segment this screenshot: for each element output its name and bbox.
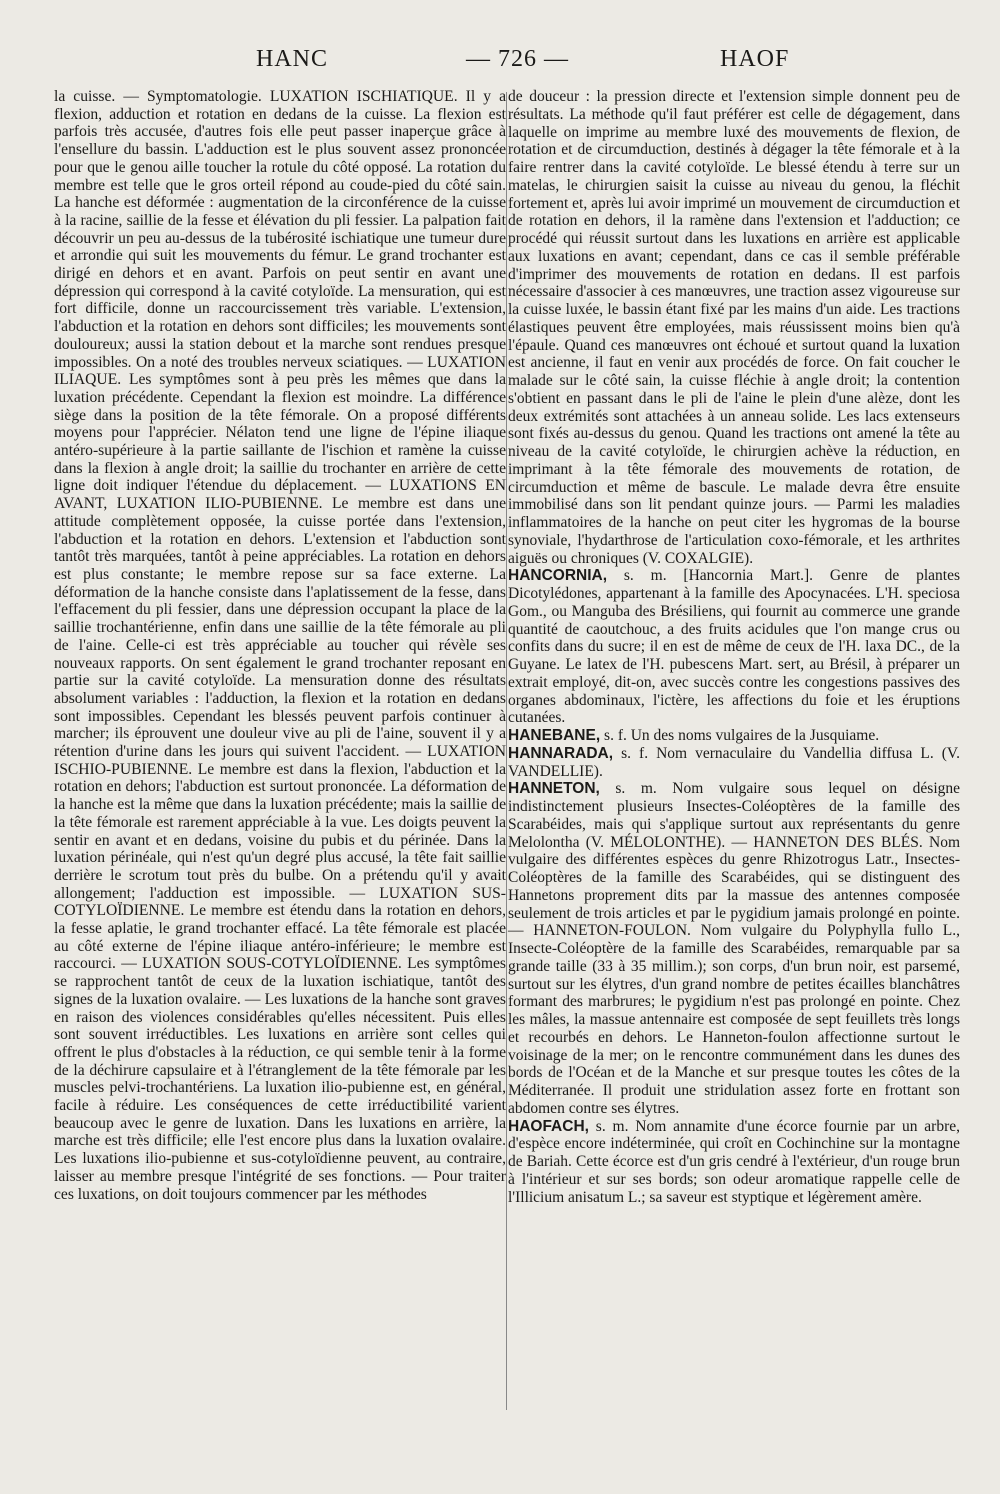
left-column-text: la cuisse. — Symptomatologie. LUXATION ISCHIATIQUE. Il y a flexion, adduction et rotation en dedans de la cuisse. La flexion est parfois très accusée, d'autres fois elle peut passer inaperçue grâce à l'ensellure du bassin. L'adduction est le plus souvent assez prononcée pour que le genou aille toucher la rotule du côté opposé. La rotation du membre est telle que le gros orteil répond au coude-pied du côté sain. La hanche est déformée : augmentation de la circonférence de la cuisse à la racine, saillie de la fesse et élévation du pli fessier. La palpation fait découvrir un peu au-dessus de la tubérosité ischiatique une tumeur dure et arrondie qui suit les mouvements du fémur. Le grand trochanter est dirigé en dehors et en avant. Parfois on peut sentir en avant une dépression qui correspond à la cavité cotyloïde. La mensuration, qui est fort difficile, donne un raccourcissement très variable. L'extension, l'abduction et la rotation en dehors sont difficiles; les mouvements sont douloureux; aussi la station debout et la marche sont rendues presque impossibles. On a noté des troubles nerveux sciatiques. — LUXATION ILIAQUE. Les symptômes sont à peu près les mêmes que dans la luxation précédente. Cependant la flexion est moindre. La différence siège dans la position de la tête fémorale. On a proposé différents moyens pour l'apprécier. Nélaton tend une ligne de l'épine iliaque antéro-supérieure à la partie saillante de l'ischion et ramène la cuisse dans la flexion à angle droit; la saillie du trochanter en arrière de cette ligne doit indiquer l'étendue du déplacement. — LUXATIONS EN AVANT, LUXATION ILIO-PUBIENNE. Le membre est dans une attitude complètement opposée, la cuisse portée dans l'extension, l'abduction et la rotation en dehors. L'extension et l'abduction sont tantôt très marquées, tantôt à peine appréciables. La rotation en dehors est plus constante; le membre repose sur sa face externe. La déformation de la hanche consiste dans l'aplatissement de la fesse, dans l'effacement du pli fessier, dans une dépression occupant la place de la saillie trochantérienne, enfin dans une saillie de la tête fémorale au pli de l'aine. Celle-ci est très appréciable au toucher qui révèle ses nouveaux rapports. On sent également le grand trochanter reposant en partie sur la cavité cotyloïde. La mensuration donne des résultats absolument variables : l'adduction, la flexion et la rotation en dedans sont impossibles. Cependant les blessés peuvent parfois continuer à marcher; ils éprouvent une douleur vive au pli de l'aine, souvent il y a rétention d'urine dans les jours qui suivent l'accident. — LUXATION ISCHIO-PUBIENNE. Le membre est dans la flexion, l'abduction et la rotation en dehors; l'abduction est surtout prononcée. La déformation de la hanche est la même que dans la luxation précédente; mais la saillie de la tête fémorale est rarement appréciable à la vue. Les doigts peuvent la sentir en avant et en dedans, voisine du pubis et du périnée. Dans la luxation périnéale, qui n'est qu'un degré plus accusé, la tête fait saillie derrière le scrotum tout près du bulbe. On a prétendu qu'il y avait allongement; l'adduction est impossible. — LUXATION SUS-COTYLOÏDIENNE. Le membre est étendu dans la rotation en dehors, la fesse aplatie, le grand trochanter effacé. La tête fémorale est placée au côté externe de l'épine iliaque antéro-inférieure; le membre est raccourci. — LUXATION SOUS-COTYLOÏDIENNE. Les symptômes se rapprochent tantôt de ceux de la luxation ischiatique, tantôt des signes de la luxation ovalaire. — Les luxations de la hanche sont graves en raison des violences considérables qu'elles nécessitent. Puis elles sont souvent irréductibles. Les luxations en arrière sont celles qui offrent le plus d'obstacles à la réduction, ce qui semble tenir à la forme de la déchirure capsulaire et à l'étranglement de la tête fémorale par les muscles pelvi-trochantériens. La luxation ilio-pubienne est, en général, facile à réduire. Les conséquences de cette irréductibilité varient beaucoup avec le genre de luxation. Dans les luxations en arrière, la marche est très difficile; elle l'est encore plus dans la luxation ovalaire. Les luxations ilio-pubienne et sus-cotyloïdienne peuvent, au contraire, laisser au membre presque l'intégrité de ses fonctions. — Pour traiter ces luxations, on doit toujours commencer par les méthodes <box>54 88 506 1203</box>
header-left-word: HANC <box>256 46 329 72</box>
headword-hanneton: HANNETON, <box>508 780 600 798</box>
headword-hanebane: HANEBANE, <box>508 727 601 744</box>
headword-hannarada: HANNARADA, <box>508 744 614 762</box>
page-number: — 726 — <box>466 46 569 72</box>
definition-hannarada: s. f. Nom vernaculaire du Vandellia diffusa L. (V. VANDELLIE). <box>508 744 960 780</box>
definition-hancornia: s. m. [Hancornia Mart.]. Genre de plantes Dicotylédones, appartenant à la famille des Apocynacées. L'H. speciosa Gom., ou Manguba des Brésiliens, qui fournit au commerce une grande quantité de caoutchouc, a des fruits acidules que l'on mange crus ou confits dans du sucre; il en est de même de ceux de l'H. laxa DC., de la Guyane. Le latex de l'H. pubescens Mart. sert, au Brésil, à préparer un extrait employé, dit-on, avec succès contre les congestions passives des organes abdominaux, l'ictère, les affections du foie et les éruptions cutanées. <box>508 567 960 727</box>
column-divider <box>506 92 507 1410</box>
entry-haofach <box>508 1118 960 1207</box>
header-right-word: HAOF <box>720 46 790 72</box>
definition-hanneton: s. m. Nom vulgaire sous lequel on désigne indistinctement plusieurs Insectes-Coléoptères de la famille des Scarabéides, mais qui s'applique surtout aux représentants du genre Melolontha (V. MÉLOLONTHE). — HANNETON DES BLÉS. Nom vulgaire des différentes espèces du genre Rhizotrogus Latr., Insectes-Coléoptères de la famille des Scarabéides, qui se distinguent des Hannetons proprement dits par la massue des antennes composée seulement de trois articles et par le pygidium jamais prolongé en pointe. — HANNETON-FOULON. Nom vulgaire du Polyphylla fullo L., Insecte-Coléoptère de la famille des Scarabéides, remarquable par sa grande taille (33 à 35 millim.); son corps, d'un brun noir, est parsemé, surtout sur les élytres, d'un grand nombre de petites écailles blanchâtres formant des marbrures; le pygidium n'est pas prolongé en pointe. Chez les mâles, la massue antennaire est composée de sept feuillets très longs et recourbés en dehors. Le Hanneton-foulon affectionne surtout le voisinage de la mer; on le rencontre communément dans les dunes des bords de l'Océan et de la Manche et sur presque toutes les côtes de la Méditerranée. Il produit une stridulation assez forte en frottant son abdomen contre ses élytres. <box>508 780 960 1117</box>
right-column <box>508 88 960 1206</box>
entry-hannarada <box>508 745 960 781</box>
entry-hancornia <box>508 567 960 727</box>
headword-hancornia: HANCORNIA, <box>508 567 608 585</box>
definition-haofach: s. m. Nom annamite d'une écorce fournie par un arbre, d'espèce encore indéterminée, qui croît en Cochinchine sur la montagne de Bariah. Cette écorce est d'un gris cendré à l'extérieur, d'un rouge brun à l'intérieur et sur ses bords; son odeur aromatique rappelle celle de l'Illicium anisatum L.; sa saveur est styptique et légèrement amère. <box>508 1117 960 1206</box>
running-header <box>60 46 960 82</box>
definition-hanebane: s. f. Un des noms vulgaires de la Jusquiame. <box>600 727 880 744</box>
entry-hanneton <box>508 780 960 1117</box>
headword-haofach: HAOFACH, <box>508 1117 589 1135</box>
left-column <box>54 88 506 1203</box>
entry-hanebane <box>508 727 960 745</box>
continuation-text: de douceur : la pression directe et l'extension simple donnent peu de résultats. La méthode qu'il faut préférer est celle de dégagement, dans laquelle on imprime au membre luxé des mouvements de flexion, de rotation et de circumduction, destinés à dégager la tête fémorale et à la faire rentrer dans la cavité cotyloïde. Le blessé étendu à terre sur un matelas, le chirurgien saisit la cuisse au niveau du genou, la fléchit fortement et, après lui avoir imprimé un mouvement de circumduction et de rotation en dehors, il la ramène dans l'extension et l'adduction; ce procédé qui réussit surtout dans les luxations en arrière est applicable aux luxations en avant; cependant, dans ce cas il semble préférable d'imprimer des mouvements de rotation en dedans. Il est parfois nécessaire d'associer à ces manœuvres, une traction assez vigoureuse sur la cuisse luxée, le bassin étant fixé par les mains d'un aide. Les tractions élastiques peuvent être employées, mais réussissent moins bien qu'à l'épaule. Quand ces manœuvres ont échoué et surtout quand la luxation est ancienne, il faut en venir aux procédés de force. On fait coucher le malade sur le côté sain, la cuisse fléchie à angle droit; la contention s'obtient en passant dans le pli de l'aine le plein d'une alèze, dont les deux extrémités sont attachées à un anneau solide. Les lacs extenseurs sont fixés au-dessus du genou. Quand les tractions ont amené la tête au niveau de la cavité cotyloïde, le chirurgien achève la réduction, en imprimant à la tête fémorale des mouvements de rotation, de circumduction et même de bascule. Le malade devra être ensuite immobilisé dans son lit pendant quinze jours. — Parmi les maladies inflammatoires de la hanche on peut citer les hygromas de la bourse synoviale, l'hydarthrose de l'articulation coxo-fémorale, et les arthrites aiguës ou chroniques (V. COXALGIE). <box>508 88 960 567</box>
